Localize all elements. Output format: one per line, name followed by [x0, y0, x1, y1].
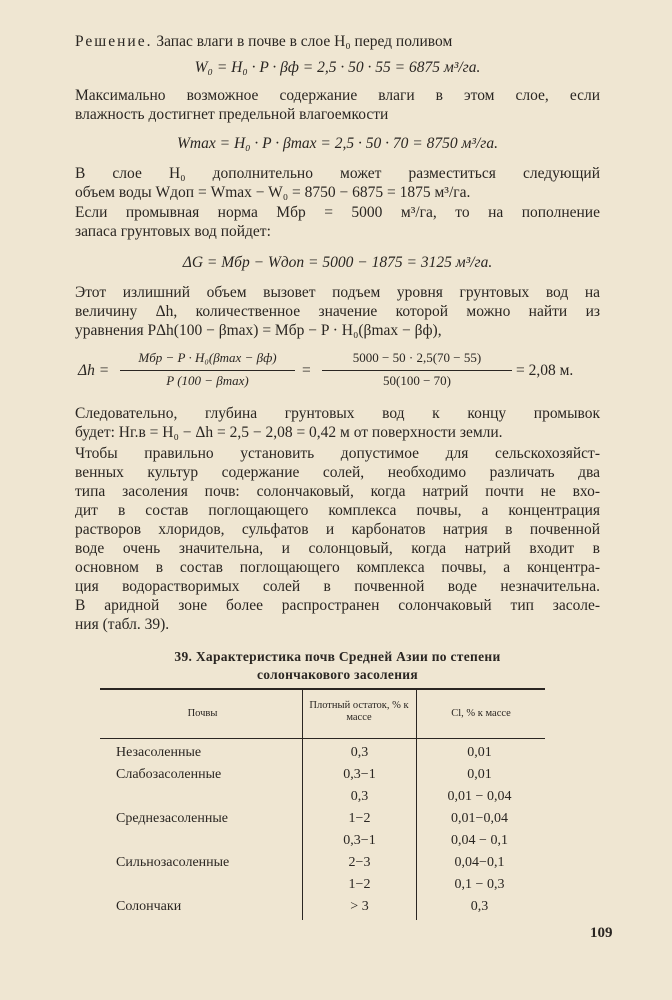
formula-dh-lhs: Δh =: [78, 362, 110, 379]
table-cell-chloride: 0,04 − 0,1: [451, 833, 508, 848]
formula-wmax: Wmax = H₀ · P · βmax = 2,5 · 50 · 70 = 8750 м³/га.: [177, 135, 498, 152]
table-cell-residue: 1−2: [348, 877, 371, 892]
text-line: основном в состав поглощающего комплекса почвы, а концентра-: [75, 559, 600, 576]
table-cell-chloride: 0,04−0,1: [454, 855, 505, 870]
text-line: Чтобы правильно установить допустимое для сельскохозяйст-: [75, 445, 600, 462]
table-cell-residue: 0,3: [350, 789, 369, 804]
table-cell-chloride: 0,3: [470, 899, 489, 914]
fraction-1-bar: [120, 370, 295, 371]
table-cell-soil: Солончаки: [116, 899, 182, 914]
text-line: ния (табл. 39).: [75, 616, 170, 633]
fraction-1-numerator: Mбр − P · H₀(βmax − βф): [138, 350, 277, 365]
fraction-2-numerator: 5000 − 50 · 2,5(70 − 55): [352, 350, 482, 365]
table-cell-chloride: 0,01: [467, 745, 492, 760]
formula-w0: W₀ = H₀ · P · βф = 2,5 · 50 · 55 = 6875 м³/га.: [194, 59, 481, 76]
table-cell-residue: 2−3: [348, 855, 371, 870]
formula-equals: =: [302, 362, 311, 379]
text-line: дит в состав поглощающего комплекса почвы, а концентрация: [75, 502, 600, 519]
fraction-2-denominator: 50(100 − 70): [383, 373, 451, 388]
table-cell-residue: > 3: [350, 899, 369, 914]
text-line: Запас влаги в почве в слое H₀ перед поливом: [156, 33, 453, 50]
page-number: 109: [590, 925, 613, 941]
text-line: уравнения PΔh(100 − βmax) = Mбр − P · H₀(βmax − βф),: [75, 322, 442, 339]
text-line: В слое H₀ дополнительно может разместиться следующий: [75, 165, 600, 182]
fraction-2-bar: [322, 370, 512, 371]
table-cell-soil: Слабозасоленные: [116, 767, 222, 782]
paragraph-solution: [75, 32, 600, 52]
text-line: типа засоления почв: солончаковый, когда натрий почти не вхо-: [75, 483, 600, 500]
table-header-rule: [100, 738, 545, 739]
table-cell-soil: Незасоленные: [116, 745, 202, 760]
formula-delta-g: ΔG = Mбр − Wдоп = 5000 − 1875 = 3125 м³/га.: [182, 254, 493, 271]
table-header-soils: Почвы: [187, 708, 218, 719]
text-line: Если промывная норма Мбр = 5000 м³/га, то на пополнение: [75, 204, 600, 221]
table-cell-chloride: 0,1 − 0,3: [454, 877, 505, 892]
table-cell-residue: 0,3: [350, 745, 369, 760]
table-header-chloride: Cl, % к массе: [451, 708, 511, 719]
text-line: венных культур содержание солей, необходимо различать два: [75, 464, 600, 481]
solution-heading: Решение.: [75, 33, 153, 50]
text-line: Следовательно, глубина грунтовых вод к концу промывок: [75, 405, 600, 422]
text-line: величину Δh, количественное значение которой можно найти из: [75, 303, 600, 320]
text-line: растворов хлоридов, сульфатов и карбонатов натрия в почвенной: [75, 521, 600, 538]
fraction-1-denominator: P (100 − βmax): [166, 373, 249, 388]
table-cell-residue: 0,3−1: [343, 767, 376, 782]
table-top-rule: [100, 688, 545, 690]
text-line: Этот излишний объем вызовет подъем уровня грунтовых вод на: [75, 284, 600, 301]
table-cell-soil: Среднезасоленные: [116, 811, 228, 826]
table-cell-chloride: 0,01−0,04: [451, 811, 508, 826]
text-line: объем воды Wдоп = Wmax − W₀ = 8750 − 6875 = 1875 м³/га.: [75, 184, 471, 201]
table-header-dry-residue: Плотный остаток, % к массе: [309, 700, 409, 723]
text-line: будет: Hг.в = H₀ − Δh = 2,5 − 2,08 = 0,42 м от поверхности земли.: [75, 424, 503, 441]
table-cell-residue: 0,3−1: [343, 833, 376, 848]
text-line: запаса грунтовых вод пойдет:: [75, 223, 271, 240]
text-line: воде очень значительна, и солонцовый, когда натрий входит в: [75, 540, 600, 557]
table-cell-residue: 1−2: [348, 811, 371, 826]
table-cell-soil: Сильнозасоленные: [116, 855, 230, 870]
table-caption-cont: солончакового засоления: [257, 667, 418, 682]
text-line: Максимально возможное содержание влаги в этом слое, если: [75, 87, 600, 104]
text-line: ция водорастворимых солей в почвенной воде незначительна.: [75, 578, 600, 595]
table-caption: 39. Характеристика почв Средней Азии по степени: [174, 649, 501, 664]
table-cell-chloride: 0,01: [467, 767, 492, 782]
text-line: влажность достигнет предельной влагоемкости: [75, 106, 389, 123]
table-cell-chloride: 0,01 − 0,04: [447, 789, 512, 804]
formula-result: = 2,08 м.: [516, 362, 574, 379]
text-line: В аридной зоне более распространен солончаковый тип засоле-: [75, 597, 600, 614]
